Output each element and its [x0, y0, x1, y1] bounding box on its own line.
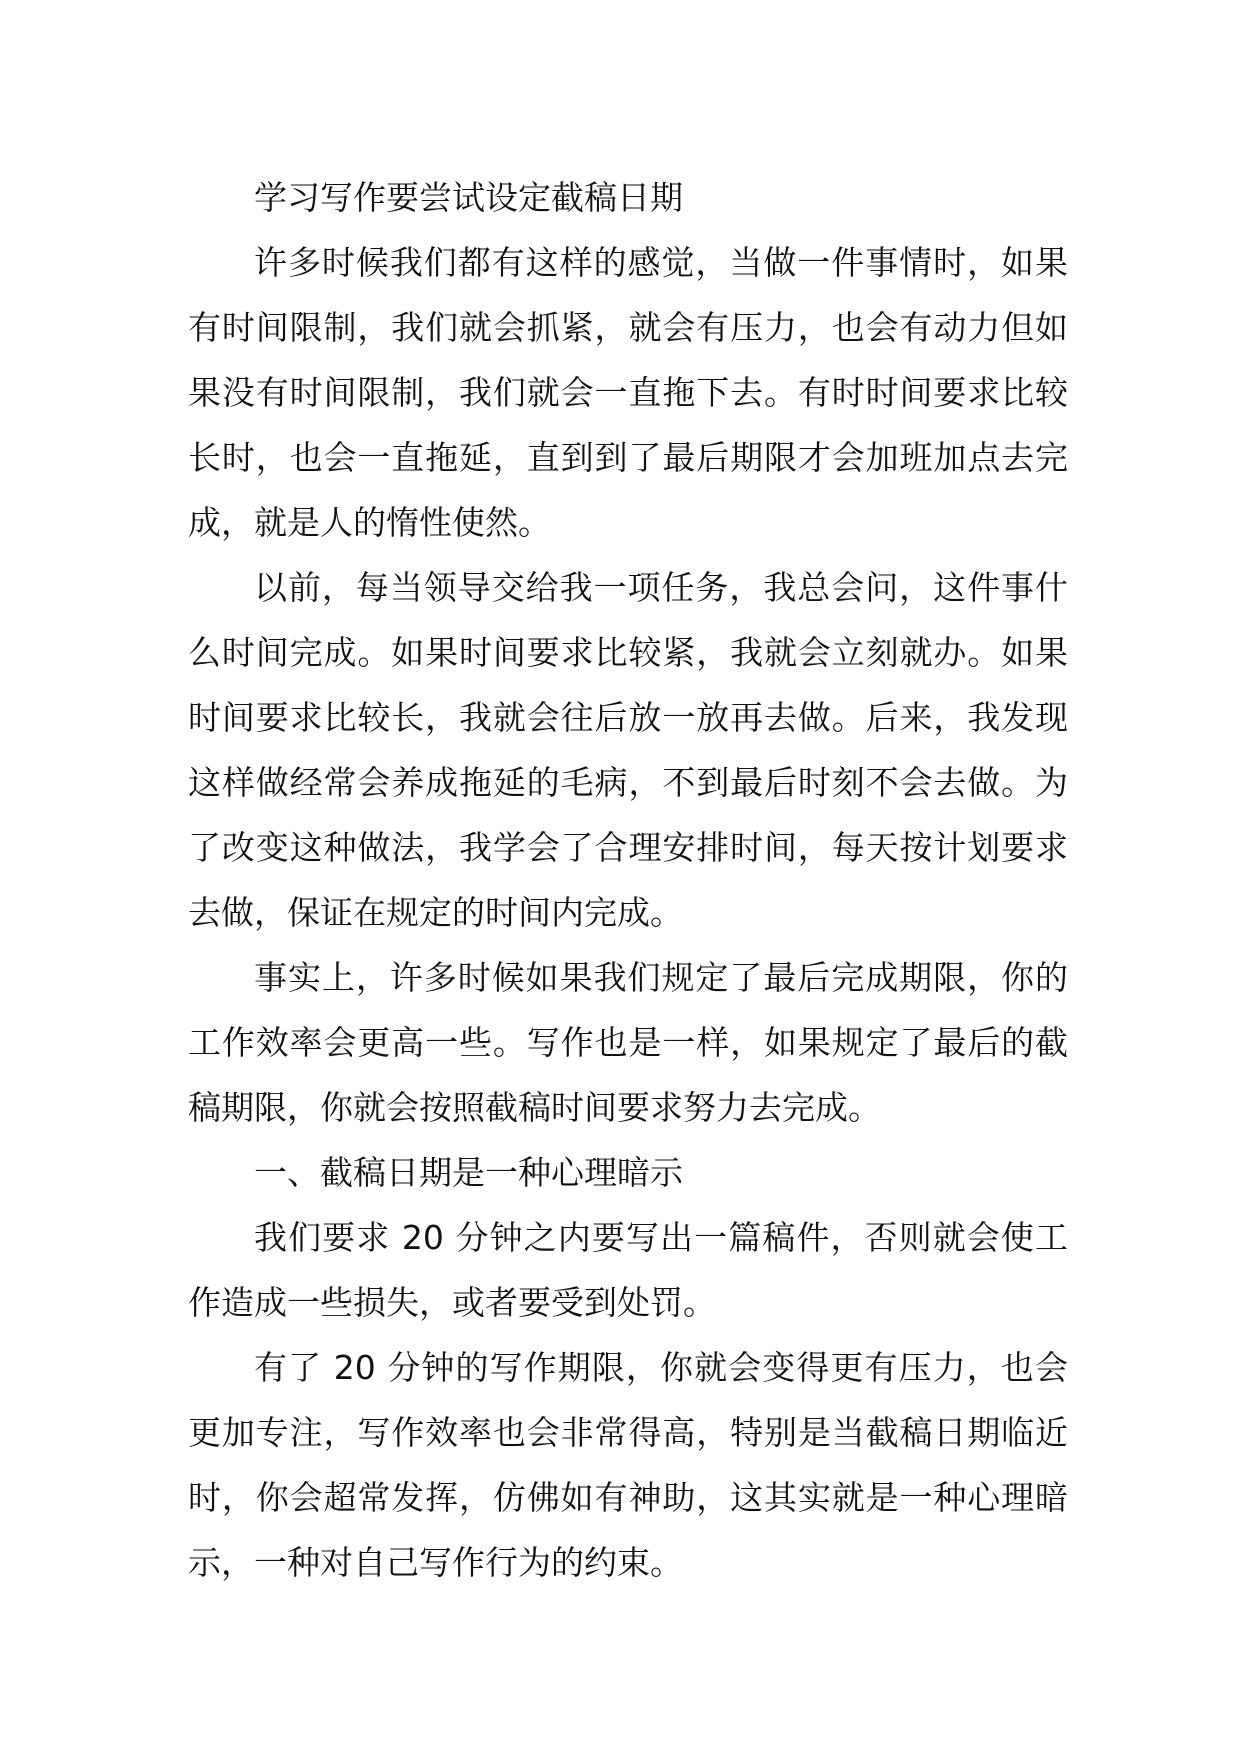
section-heading-1: 一、截稿日期是一种心理暗示 [254, 1153, 683, 1192]
document-body [188, 165, 1068, 1595]
paragraph-4: 我们要求 20 分钟之内要写出一篇稿件，否则就会使工作造成一些损失，或者要受到处罚。 [188, 1218, 1068, 1322]
paragraph-2: 以前，每当领导交给我一项任务，我总会问，这件事什么时间完成。如果时间要求比较紧，我就会立刻就办。如果时间要求比较长，我就会往后放一放再去做。后来，我发现这样做经常会养成拖延的毛病，不到最后时刻不会去做。为了改变这种做法，我学会了合理安排时间，每天按计划要求去做，保证在规定的时间内完成。 [188, 568, 1068, 932]
paragraph-3: 事实上，许多时候如果我们规定了最后完成期限，你的工作效率会更高一些。写作也是一样，如果规定了最后的截稿期限，你就会按照截稿时间要求努力去完成。 [188, 958, 1068, 1127]
paragraph-5: 有了 20 分钟的写作期限，你就会变得更有压力，也会更加专注，写作效率也会非常得高，特别是当截稿日期临近时，你会超常发挥，仿佛如有神助，这其实就是一种心理暗示，一种对自己写作行为的约束。 [188, 1348, 1068, 1582]
document-title: 学习写作要尝试设定截稿日期 [254, 178, 683, 217]
paragraph-1: 许多时候我们都有这样的感觉，当做一件事情时，如果有时间限制，我们就会抓紧，就会有压力，也会有动力但如果没有时间限制，我们就会一直拖下去。有时时间要求比较长时，也会一直拖延，直到到了最后期限才会加班加点去完成，就是人的惰性使然。 [188, 243, 1068, 542]
